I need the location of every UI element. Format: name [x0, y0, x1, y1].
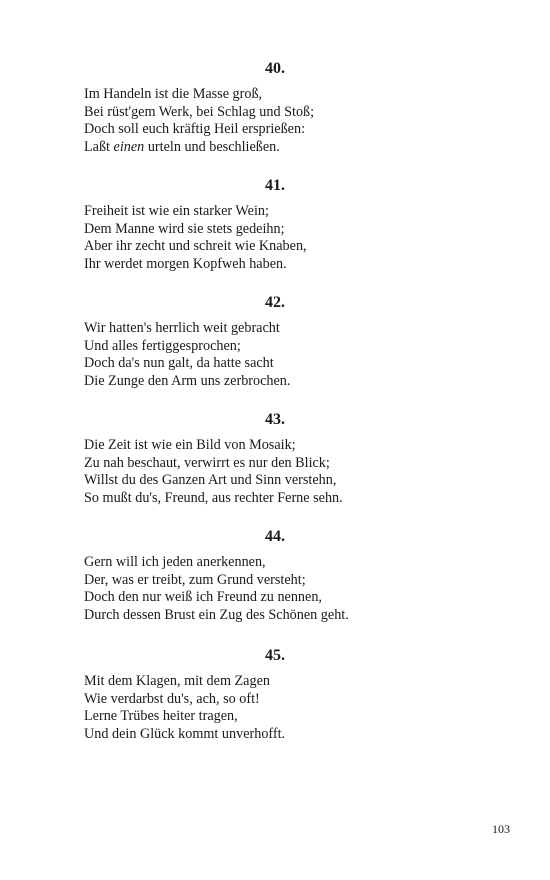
line-text: Doch da's nun galt, da hatte sacht: [84, 355, 274, 372]
line-text: Der, was er treibt, zum Grund versteht;: [84, 571, 306, 588]
poem-number-text: 42.: [265, 294, 285, 311]
poem-line: [84, 472, 504, 490]
line-text: Ihr werdet morgen Kopfweh haben.: [84, 255, 287, 272]
poem-number-text: 43.: [265, 411, 285, 428]
line-text: Doch den nur weiß ich Freund zu nennen,: [84, 589, 322, 606]
poem-text: [84, 554, 504, 624]
line-text: Wie verdarbst du's, ach, so oft!: [84, 690, 260, 707]
poem-text: [84, 86, 504, 156]
poem-number-text: 45.: [265, 647, 285, 664]
line-text: Die Zunge den Arm uns zerbrochen.: [84, 372, 291, 389]
poem-line: [84, 256, 504, 274]
line-text: Zu nah beschaut, verwirrt es nur den Blick;: [84, 454, 330, 471]
poem-line: [84, 373, 504, 391]
page-number: 103: [492, 822, 510, 836]
poem-number: [0, 410, 550, 438]
line-text: Und dein Glück kommt unverhofft.: [84, 725, 286, 742]
poem-line: [84, 589, 504, 607]
line-text: Mit dem Klagen, mit dem Zagen: [84, 673, 270, 689]
poem-line: [84, 355, 504, 373]
poem-line: [84, 238, 504, 256]
line-text: Freiheit ist wie ein starker Wein;: [84, 203, 269, 219]
line-text: Aber ihr zecht und schreit wie Knaben,: [84, 238, 307, 255]
line-text: Dem Manne wird sie stets gedeihn;: [84, 220, 285, 237]
line-text: Die Zeit ist wie ein Bild von Mosaik;: [84, 437, 296, 453]
poem-line: [84, 121, 504, 139]
poem-line: [84, 437, 504, 455]
line-text: So mußt du's, Freund, aus rechter Ferne sehn.: [84, 489, 343, 506]
poem-line: [84, 607, 504, 625]
line-text: Im Handeln ist die Masse groß,: [84, 86, 263, 102]
line-text: Lerne Trübes heiter tragen,: [84, 708, 238, 725]
poem-number-text: 41.: [265, 177, 285, 194]
poem-text: [84, 437, 504, 507]
line-text: Willst du des Ganzen Art und Sinn verstehn,: [84, 472, 337, 489]
line-text: Gern will ich jeden anerkennen,: [84, 554, 266, 570]
poem-text: [84, 203, 504, 273]
poem-number: [0, 293, 550, 321]
poem-text: [84, 320, 504, 390]
poem-line: [84, 572, 504, 590]
line-text: urteln und beschließen.: [144, 138, 280, 155]
poem-line: [84, 726, 504, 744]
poem-line: [84, 139, 504, 157]
line-text: Laßt: [84, 138, 114, 155]
poem-line: [84, 673, 504, 691]
poem-line: [84, 455, 504, 473]
poem-line: [84, 86, 504, 104]
poem-text: [84, 673, 504, 743]
poem-number-text: 44.: [265, 528, 285, 545]
line-text: Und alles fertiggesprochen;: [84, 337, 241, 354]
poem-line: [84, 320, 504, 338]
poem-line: [84, 708, 504, 726]
poem-line: [84, 490, 504, 508]
poem-number: [0, 646, 550, 674]
poem-line: [84, 221, 504, 239]
poem-number-text: 40.: [265, 60, 285, 77]
line-text: Bei rüst'gem Werk, bei Schlag und Stoß;: [84, 103, 315, 120]
poem-line: [84, 554, 504, 572]
poem-line: [84, 104, 504, 122]
line-text: Wir hatten's herrlich weit gebracht: [84, 320, 280, 336]
poem-line: [84, 203, 504, 221]
poem-number: [0, 59, 550, 87]
emphasized-text: einen: [113, 138, 145, 155]
poem-line: [84, 338, 504, 356]
poem-number: [0, 176, 550, 204]
line-text: Doch soll euch kräftig Heil ersprießen:: [84, 121, 306, 138]
poem-number: [0, 527, 550, 555]
line-text: Durch dessen Brust ein Zug des Schönen geht.: [84, 606, 349, 623]
poem-line: [84, 691, 504, 709]
